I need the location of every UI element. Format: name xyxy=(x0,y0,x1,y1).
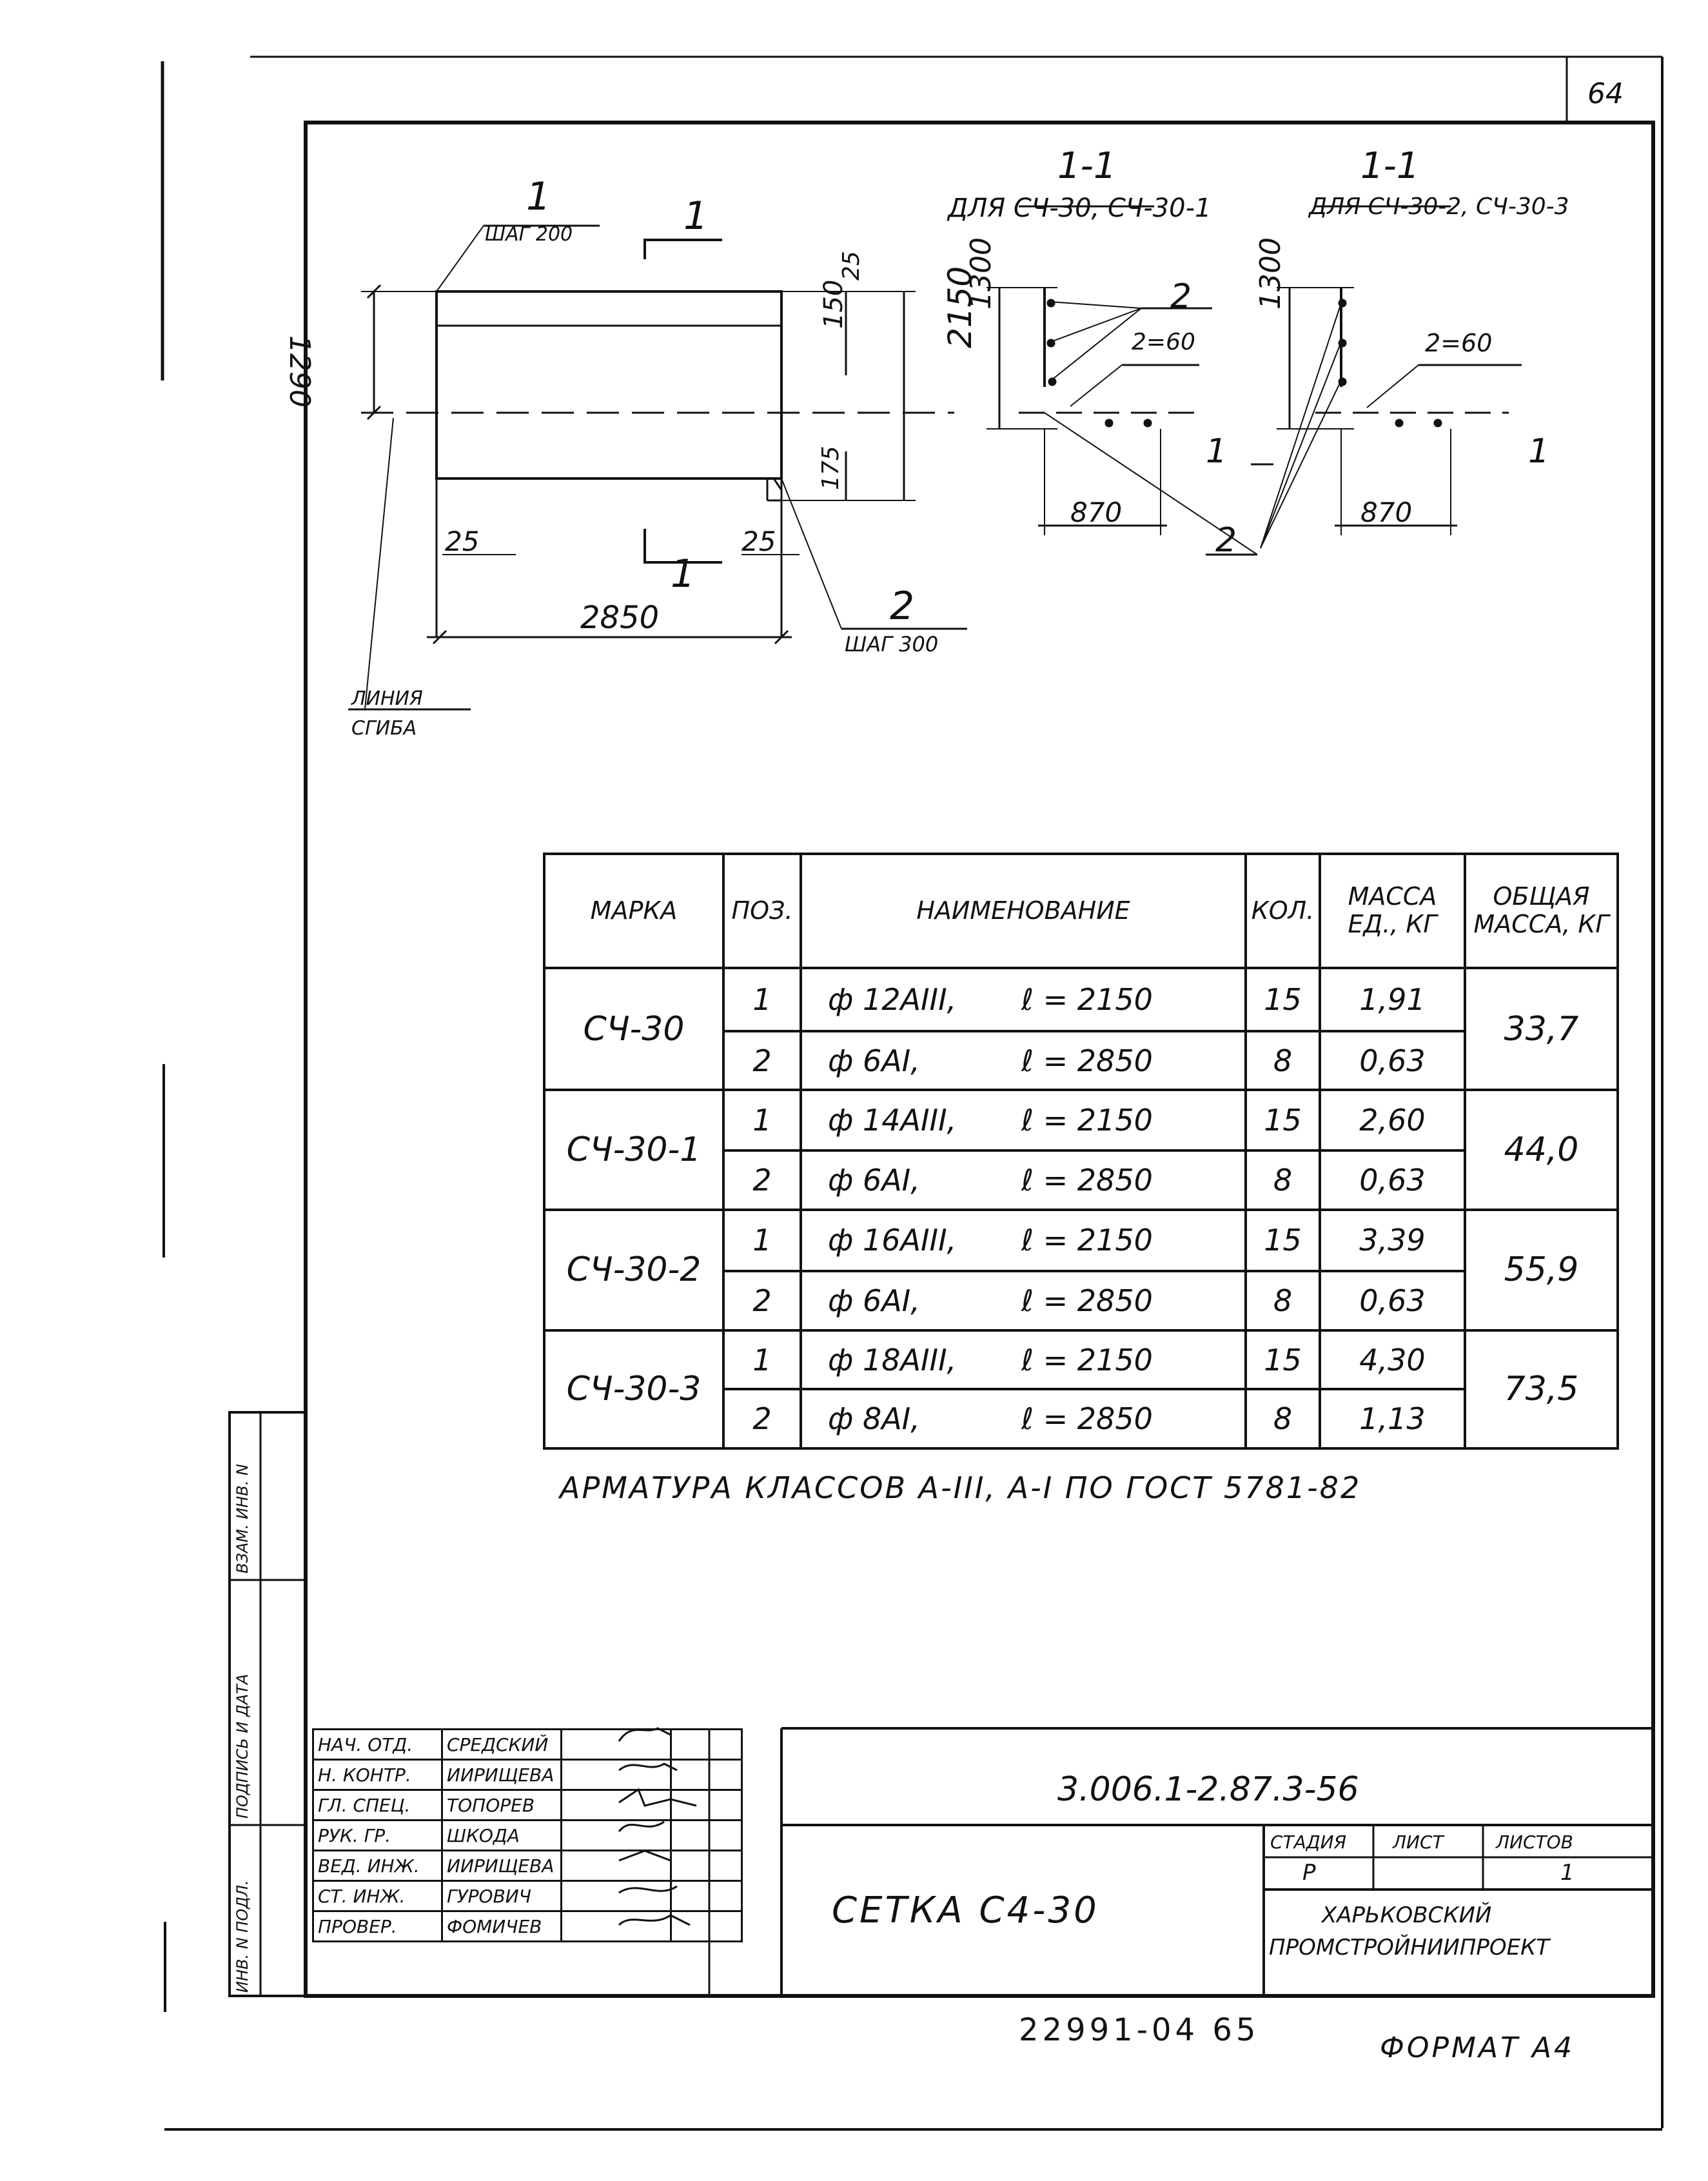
row-qty: 15 xyxy=(1246,1210,1320,1272)
row-mark: СЧ-30 xyxy=(544,968,723,1090)
row-qty: 15 xyxy=(1246,1090,1320,1150)
section-a-dim-1300: 1300 xyxy=(965,237,997,310)
section-a-subtitle: ДЛЯ СЧ-30, СЧ-30-1 xyxy=(948,193,1212,223)
drawing-title: СЕТКА С4-30 xyxy=(832,1890,1099,1931)
section-a-title: 1-1 xyxy=(1057,145,1117,187)
row-pos: 2 xyxy=(723,1150,801,1210)
row-qty: 8 xyxy=(1246,1150,1320,1210)
dim-25-top: 25 xyxy=(838,251,865,281)
signer-name: ИИРИЩЕВА xyxy=(442,1760,562,1790)
row-unit-mass: 0,63 xyxy=(1320,1031,1465,1090)
sheet-number: 64 xyxy=(1587,77,1624,110)
dim-150: 150 xyxy=(819,279,849,329)
row-pos: 1 xyxy=(723,1210,801,1272)
signer-name: ШКОДА xyxy=(442,1821,562,1851)
bend-line-label-1: ЛИНИЯ xyxy=(351,687,423,710)
signer-role: ВЕД. ИНЖ. xyxy=(313,1851,442,1881)
signer-name: ГУРОВИЧ xyxy=(442,1881,562,1911)
dim-1290: 1290 xyxy=(283,335,316,408)
section-b-dim-1300: 1300 xyxy=(1254,237,1287,310)
row-pos: 2 xyxy=(723,1389,801,1448)
signer-role: РУК. ГР. xyxy=(313,1821,442,1851)
stage-label: СТАДИЯ xyxy=(1270,1831,1347,1853)
bar-diameter: ф 12АIII, xyxy=(828,982,957,1017)
side-stamp-sign: ПОДПИСЬ И ДАТА xyxy=(233,1673,251,1819)
row-total-mass: 44,0 xyxy=(1465,1090,1618,1209)
row-pos: 2 xyxy=(723,1271,801,1330)
row-unit-mass: 0,63 xyxy=(1320,1150,1465,1210)
sheets-label: ЛИСТОВ xyxy=(1496,1831,1573,1853)
col-qty-header: КОЛ. xyxy=(1246,854,1320,968)
bar-diameter: ф 14АIII, xyxy=(828,1103,957,1138)
bar-diameter: ф 6АI, xyxy=(828,1162,920,1198)
row-mark: СЧ-30-2 xyxy=(544,1210,723,1330)
plan-pos1-label: 1 xyxy=(526,174,551,219)
row-qty: 8 xyxy=(1246,1389,1320,1448)
bar-diameter: ф 6АI, xyxy=(828,1043,920,1078)
row-unit-mass: 3,39 xyxy=(1320,1210,1465,1272)
row-pos: 1 xyxy=(723,968,801,1031)
bar-length: ℓ = 2150 xyxy=(1021,982,1153,1017)
section-b-z60: 2=60 xyxy=(1425,329,1493,357)
signer-role: НАЧ. ОТД. xyxy=(313,1730,442,1760)
bar-diameter: ф 8АI, xyxy=(828,1401,920,1437)
bar-diameter: ф 6АI, xyxy=(828,1283,920,1319)
row-qty: 15 xyxy=(1246,1330,1320,1390)
side-stamp-replace: ВЗАМ. ИНВ. N xyxy=(233,1464,251,1574)
row-unit-mass: 4,30 xyxy=(1320,1330,1465,1390)
bar-length: ℓ = 2850 xyxy=(1021,1283,1153,1319)
signer-role: СТ. ИНЖ. xyxy=(313,1881,442,1911)
bar-diameter: ф 18АIII, xyxy=(828,1342,957,1377)
signer-name: ФОМИЧЕВ xyxy=(442,1911,562,1942)
section-a-pos2-top: 2 xyxy=(1170,277,1192,316)
sheet-label: ЛИСТ xyxy=(1393,1831,1444,1853)
organization-line-1: ХАРЬКОВСКИЙ xyxy=(1322,1902,1492,1928)
plan-section-mark-top: 1 xyxy=(683,193,709,239)
row-pos: 2 xyxy=(723,1031,801,1090)
col-name-header: НАИМЕНОВАНИЕ xyxy=(801,854,1246,968)
rebar-class-note: АРМАТУРА КЛАССОВ А-III, А-I ПО ГОСТ 5781-82 xyxy=(560,1470,1362,1505)
col-pos-header: ПОЗ. xyxy=(723,854,801,968)
organization-line-2: ПРОМСТРОЙНИИПРОЕКТ xyxy=(1269,1935,1550,1960)
section-b-title: 1-1 xyxy=(1360,145,1420,187)
format-label: ФОРМАТ А4 xyxy=(1380,2031,1575,2064)
signer-name: ИИРИЩЕВА xyxy=(442,1851,562,1881)
section-b-pos1: 1 xyxy=(1528,432,1550,471)
row-total-mass: 33,7 xyxy=(1465,968,1618,1090)
sheets-value: 1 xyxy=(1560,1860,1575,1886)
bar-length: ℓ = 2850 xyxy=(1021,1162,1153,1198)
signer-name: СРЕДСКИЙ xyxy=(442,1730,562,1760)
row-pos: 1 xyxy=(723,1090,801,1150)
plan-pos2-label: 2 xyxy=(890,584,915,629)
signer-role: ГЛ. СПЕЦ. xyxy=(313,1790,442,1821)
row-unit-mass: 0,63 xyxy=(1320,1271,1465,1330)
col-mark-header: МАРКА xyxy=(544,854,723,968)
row-total-mass: 73,5 xyxy=(1465,1330,1618,1448)
col-unit-mass-header: МАССА ЕД., КГ xyxy=(1320,854,1465,968)
archive-number: 22991-04 65 xyxy=(1019,2012,1260,2048)
section-a-pos2-bottom: 2 xyxy=(1215,521,1237,560)
bar-length: ℓ = 2150 xyxy=(1021,1103,1153,1138)
bar-length: ℓ = 2150 xyxy=(1021,1342,1153,1377)
row-unit-mass: 1,91 xyxy=(1320,968,1465,1031)
col-total-mass-header: ОБЩАЯ МАССА, КГ xyxy=(1465,854,1618,968)
row-mark: СЧ-30-3 xyxy=(544,1330,723,1448)
dim-175: 175 xyxy=(818,446,844,490)
signer-role: Н. КОНТР. xyxy=(313,1760,442,1790)
plan-step2-label: ШАГ 300 xyxy=(845,632,939,656)
stage-value: Р xyxy=(1302,1860,1316,1886)
dim-25-left: 25 xyxy=(445,526,480,557)
section-a-pos1: 1 xyxy=(1206,432,1228,471)
row-mark: СЧ-30-1 xyxy=(544,1090,723,1209)
signer-name: ТОПОРЕВ xyxy=(442,1790,562,1821)
row-qty: 15 xyxy=(1246,968,1320,1031)
row-total-mass: 55,9 xyxy=(1465,1210,1618,1330)
section-b-subtitle: ДЛЯ СЧ-30-2, СЧ-30-3 xyxy=(1309,193,1569,220)
bend-line-label-2: СГИБА xyxy=(351,717,417,740)
section-a-dim-870: 870 xyxy=(1070,497,1123,528)
row-pos: 1 xyxy=(723,1330,801,1390)
bar-diameter: ф 16АIII, xyxy=(828,1223,957,1258)
row-unit-mass: 2,60 xyxy=(1320,1090,1465,1150)
dim-25-right: 25 xyxy=(741,526,776,557)
section-a-z60: 2=60 xyxy=(1132,329,1195,355)
plan-section-mark-bottom: 1 xyxy=(671,551,696,597)
dim-2850: 2850 xyxy=(580,600,660,636)
row-unit-mass: 1,13 xyxy=(1320,1389,1465,1448)
side-stamp-inv: ИНВ. N ПОДЛ. xyxy=(233,1880,251,1993)
row-qty: 8 xyxy=(1246,1031,1320,1090)
plan-step1-label: ШАГ 200 xyxy=(485,223,573,246)
dim-2150: 2150 xyxy=(941,266,979,348)
bar-length: ℓ = 2150 xyxy=(1021,1223,1153,1258)
row-qty: 8 xyxy=(1246,1271,1320,1330)
signer-role: ПРОВЕР. xyxy=(313,1911,442,1942)
bar-length: ℓ = 2850 xyxy=(1021,1401,1153,1437)
bar-length: ℓ = 2850 xyxy=(1021,1043,1153,1078)
doc-code: 3.006.1-2.87.3-56 xyxy=(1057,1770,1359,1809)
section-b-dim-870: 870 xyxy=(1360,497,1413,528)
